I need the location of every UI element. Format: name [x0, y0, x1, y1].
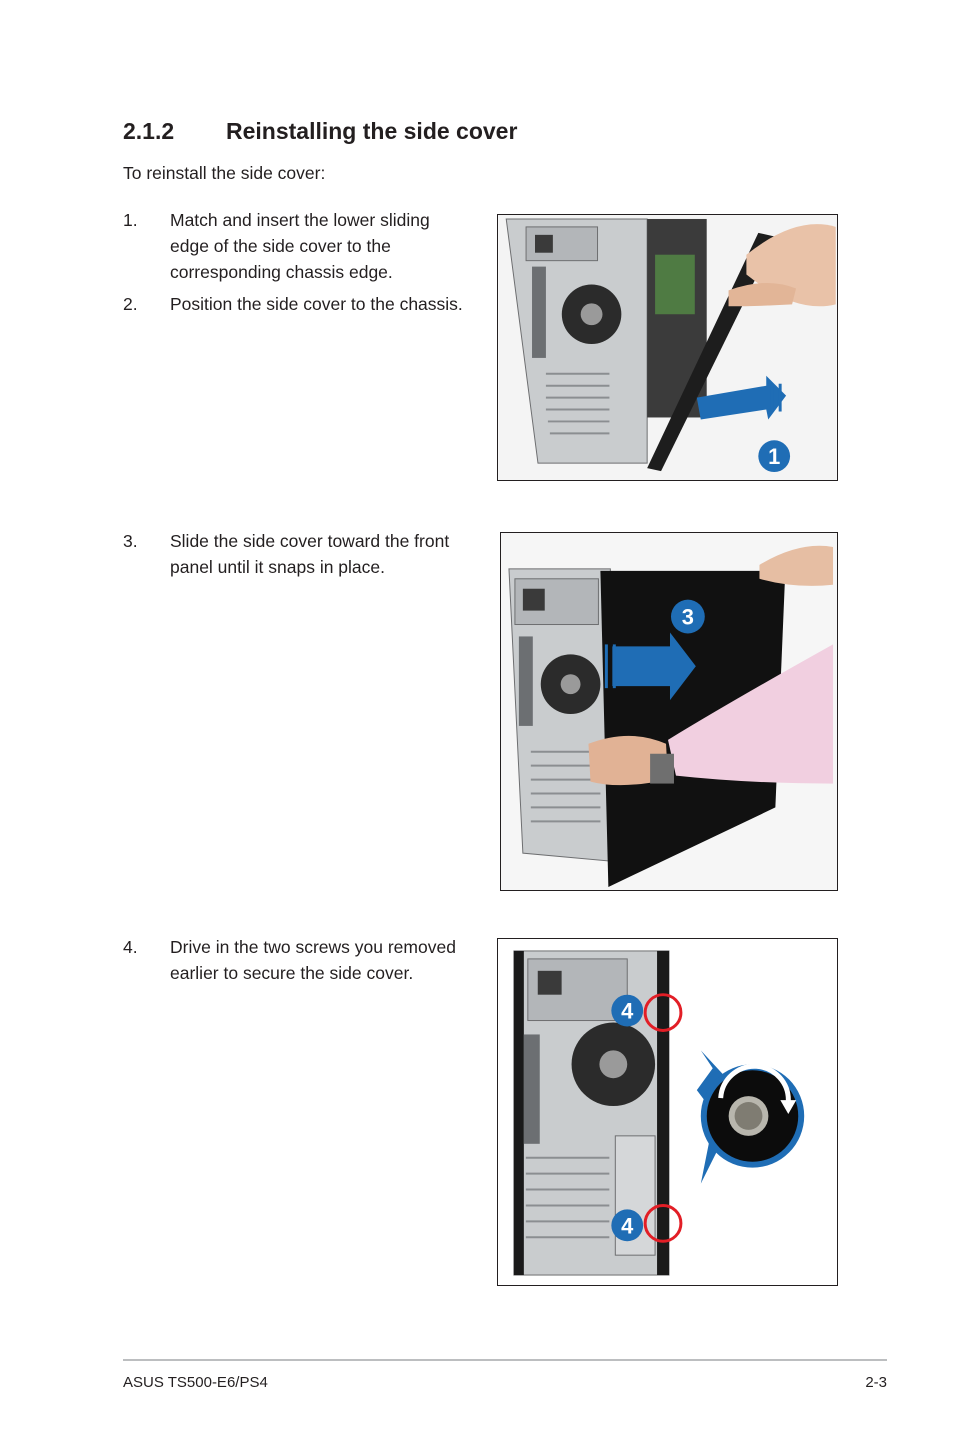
- section-number: 2.1.2: [123, 118, 175, 144]
- slide-cover-illustration: [501, 533, 837, 890]
- figure-insert-side-cover: [497, 214, 838, 481]
- footer-rule: [123, 1359, 887, 1361]
- section-title: Reinstalling the side cover: [226, 118, 518, 144]
- step-text: Match and insert the lower sliding edge of the side cover to the corresponding chassis edge.: [170, 210, 430, 282]
- callout-4-top: 4: [621, 998, 634, 1024]
- section-heading: [123, 118, 517, 145]
- page-number: 2-3: [865, 1374, 887, 1391]
- step-number: 4.: [123, 937, 138, 957]
- callout-3: 3: [681, 604, 694, 630]
- footer-product: ASUS TS500-E6/PS4: [123, 1374, 268, 1391]
- step-number: 3.: [123, 531, 138, 551]
- step-number: 2.: [123, 294, 138, 314]
- step-text: Slide the side cover toward the front panel until it snaps in place.: [170, 531, 450, 577]
- figure-slide-side-cover: [500, 532, 838, 891]
- callout-4-bottom: 4: [621, 1213, 634, 1239]
- step-text: Position the side cover to the chassis.: [170, 294, 463, 314]
- intro-text: To reinstall the side cover:: [123, 163, 326, 183]
- step-number: 1.: [123, 210, 138, 230]
- chassis-side-cover-illustration: [498, 215, 837, 480]
- callout-1: 1: [768, 444, 781, 470]
- step-text: Drive in the two screws you removed earlier to secure the side cover.: [170, 937, 456, 983]
- figure-drive-screws: [497, 938, 838, 1286]
- screws-illustration: [498, 939, 837, 1285]
